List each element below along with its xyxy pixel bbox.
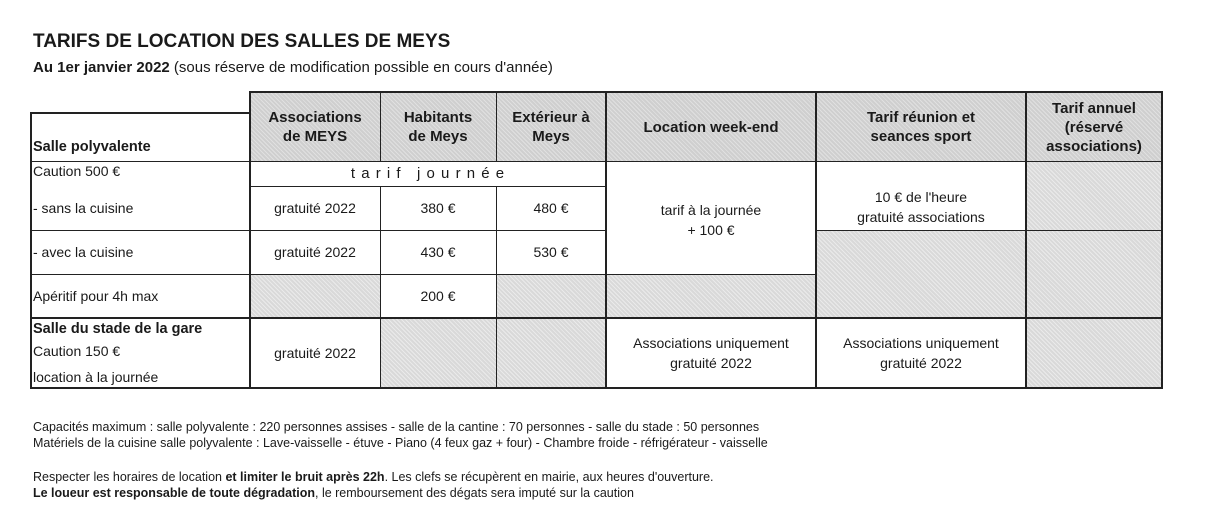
stade-weekend <box>606 318 816 388</box>
grid-line <box>496 186 497 388</box>
shaded-cell <box>606 274 816 318</box>
tarif-journee-label: t a r i f j o u r n é e <box>350 165 506 182</box>
shaded-cell <box>496 274 606 318</box>
note-loueur <box>33 486 634 500</box>
stade-reunion-line1: Associations uniquement <box>843 335 999 351</box>
note-respect-c: . Les clefs se récupèrent en mairie, aux heures d'ouverture. <box>384 470 714 484</box>
grid-line <box>380 186 381 388</box>
header-reunion: Tarif réunion et seances sport <box>816 92 1026 162</box>
page-subtitle <box>33 59 553 76</box>
shaded-cell <box>816 230 1026 318</box>
subtitle-date: Au 1er janvier 2022 <box>33 59 170 76</box>
note-capacites: Capacités maximum : salle polyvalente : 220 personnes assises - salle de la cantine : 70 personnes - salle du stade : 50 personnes <box>33 420 760 434</box>
header-weekend: Location week-end <box>606 92 816 162</box>
grid-line <box>1161 91 1163 389</box>
header-exterieur: Extérieur à Meys <box>496 92 606 162</box>
weekend-polyvalente-line1: tarif à la journée <box>660 202 762 218</box>
note-loueur-b: , le remboursement des dégats sera imputé sur la caution <box>315 486 634 500</box>
row-label-aperitif: Apéritif pour 4h max <box>33 288 159 304</box>
note-respect-b: et limiter le bruit après 22h <box>225 470 385 484</box>
stade-reunion-line2: gratuité 2022 <box>880 355 962 371</box>
stade-weekend-line2: gratuité 2022 <box>670 355 752 371</box>
shaded-cell <box>250 274 380 318</box>
grid-line <box>30 112 250 114</box>
salle-polyvalente-label: Salle polyvalente <box>33 139 151 155</box>
stade-weekend-line1: Associations uniquement <box>633 335 789 351</box>
avec-cuisine-exterieur: 530 € <box>533 244 569 260</box>
reunion-polyvalente-line1: 10 € de l'heure <box>874 189 968 205</box>
shaded-cell <box>496 318 606 388</box>
page-title: TARIFS DE LOCATION DES SALLES DE MEYS <box>33 31 451 52</box>
note-respect-a: Respecter les horaires de location <box>33 470 226 484</box>
grid-line <box>496 91 497 162</box>
sans-cuisine-associations: gratuité 2022 <box>274 200 356 216</box>
reunion-polyvalente-line2: gratuité associations <box>857 209 985 225</box>
avec-cuisine-associations: gratuité 2022 <box>274 244 356 260</box>
note-materiels: Matériels de la cuisine salle polyvalente : Lave-vaisselle - étuve - Piano (4 feux gaz + four) - Chambre froide - réfrigérateur - vaisselle <box>33 436 768 450</box>
shaded-cell <box>1026 162 1162 388</box>
caution-polyvalente: Caution 500 € <box>33 163 121 179</box>
grid-line <box>30 317 1163 319</box>
subtitle-note: (sous réserve de modification possible en cours d'année) <box>169 59 553 76</box>
note-loueur-a: Le loueur est responsable de toute dégradation <box>33 486 315 500</box>
caution-stade: Caution 150 € <box>33 343 121 359</box>
row-label-sans-cuisine: - sans la cuisine <box>33 200 134 216</box>
reunion-polyvalente <box>816 162 1026 230</box>
sans-cuisine-habitants: 380 € <box>420 200 456 216</box>
header-annuel: Tarif annuel (réservé associations) <box>1026 92 1162 162</box>
grid-line <box>605 91 607 389</box>
grid-line <box>250 186 606 187</box>
grid-line <box>249 91 251 389</box>
note-respect <box>33 470 714 484</box>
grid-line <box>1025 91 1027 389</box>
aperitif-habitants: 200 € <box>420 288 456 304</box>
shaded-cell <box>380 318 496 388</box>
stade-associations: gratuité 2022 <box>274 345 356 361</box>
avec-cuisine-habitants: 430 € <box>420 244 456 260</box>
grid-line <box>30 112 32 389</box>
salle-stade-label: Salle du stade de la gare <box>33 321 203 337</box>
grid-line <box>30 161 1163 162</box>
grid-line <box>380 91 381 162</box>
row-label-avec-cuisine: - avec la cuisine <box>33 244 134 260</box>
grid-line <box>30 230 606 231</box>
weekend-polyvalente <box>606 162 816 274</box>
weekend-polyvalente-line2: + 100 € <box>687 222 735 238</box>
grid-line <box>815 91 817 389</box>
header-associations: Associations de MEYS <box>250 92 380 162</box>
grid-line <box>816 230 1163 231</box>
grid-line <box>30 387 1163 389</box>
location-stade: location à la journée <box>33 369 159 385</box>
stade-reunion <box>816 318 1026 388</box>
sans-cuisine-exterieur: 480 € <box>533 200 569 216</box>
header-habitants: Habitants de Meys <box>380 92 496 162</box>
grid-line <box>30 274 816 275</box>
